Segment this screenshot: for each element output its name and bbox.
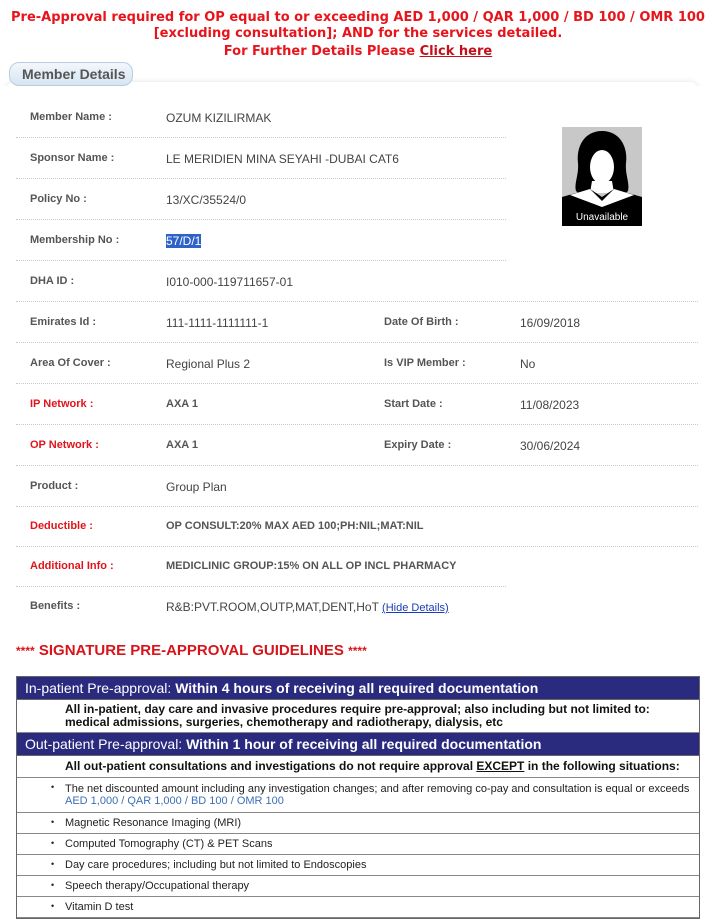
row-benefits — [16, 586, 506, 626]
row-policy — [16, 179, 506, 220]
guideline-item: • Day care procedures; including but not limited to Endoscopies — [17, 855, 699, 876]
start-date-label: Start Date : — [384, 398, 443, 410]
area-label: Area Of Cover : — [30, 357, 111, 369]
emirates-label: Emirates Id : — [30, 316, 97, 328]
op-network-value: AXA 1 — [166, 439, 198, 451]
op-network-label: OP Network : — [30, 439, 99, 451]
sponsor-value: LE MERIDIEN MINA SEYAHI -DUBAI CAT6 — [166, 152, 399, 166]
start-date-value: 11/08/2023 — [520, 398, 580, 412]
member-photo-placeholder — [562, 127, 642, 226]
guideline-item-1-amount: AED 1,000 / QAR 1,000 / BD 100 / OMR 100 — [65, 795, 284, 807]
area-value: Regional Plus 2 — [166, 357, 251, 371]
dob-label: Date Of Birth : — [384, 316, 459, 328]
ip-network-value: AXA 1 — [166, 398, 198, 410]
tab-member-details[interactable]: Member Details — [9, 62, 133, 86]
ip-network-label: IP Network : — [30, 398, 94, 410]
inpatient-header — [17, 677, 699, 700]
row-ip-start — [16, 384, 698, 425]
row-member-name — [16, 97, 506, 138]
guidelines-title-text: SIGNATURE PRE-APPROVAL GUIDELINES — [34, 642, 349, 659]
click-here-link[interactable]: Click here — [419, 44, 493, 59]
additional-info-value: MEDICLINIC GROUP:15% ON ALL OP INCL PHARMACY — [166, 560, 457, 572]
dha-value: I010-000-119711657-01 — [166, 275, 293, 289]
member-name-value: OZUM KIZILIRMAK — [166, 111, 272, 125]
membership-value[interactable]: 57/D/1 — [166, 234, 202, 248]
deductible-value: OP CONSULT:20% MAX AED 100;PH:NIL;MAT:NIL — [166, 520, 424, 532]
dob-value: 16/09/2018 — [520, 316, 581, 330]
outpatient-header-bold: Within 1 hour of receiving all required documentation — [186, 736, 542, 752]
hide-details-link[interactable]: (Hide Details) — [382, 602, 449, 614]
photo-unavailable-label: Unavailable — [575, 212, 629, 223]
inpatient-body: All in-patient, day care and invasive procedures require pre-approval; also including but not limited to: medical admissions, surgeries, chemotherapy and radiotherapy, dialysis, etc — [17, 700, 699, 733]
emirates-value: 111-1111-1111111-1 — [166, 316, 269, 330]
guideline-item: • Computed Tomography (CT) & PET Scans — [17, 834, 699, 855]
guidelines-title — [16, 642, 367, 659]
guideline-item: • Magnetic Resonance Imaging (MRI) — [17, 813, 699, 834]
row-emirates-dob — [16, 302, 698, 343]
policy-value: 13/XC/35524/0 — [166, 193, 247, 207]
guideline-item: • Vitamin D test — [17, 897, 699, 918]
inpatient-header-prefix: In-patient Pre-approval: — [25, 680, 176, 696]
benefits-value: R&B:PVT.ROOM,OUTP,MAT,DENT,HoT — [166, 600, 383, 614]
row-membership — [16, 220, 506, 261]
row-dha — [16, 261, 698, 302]
row-area-vip — [16, 343, 698, 384]
expiry-date-label: Expiry Date : — [384, 439, 452, 451]
outpatient-body — [17, 756, 699, 778]
outpatient-body-prefix: All out-patient consultations and investigations do not require approval — [65, 759, 477, 773]
policy-label: Policy No : — [30, 193, 87, 205]
row-deductible — [16, 506, 698, 547]
dha-label: DHA ID : — [30, 275, 75, 287]
benefits-label: Benefits : — [30, 600, 81, 612]
vip-value: No — [520, 357, 536, 371]
notice-line-2: [excluding consultation]; AND for the services detailed. — [153, 26, 563, 41]
vip-label: Is VIP Member : — [384, 357, 466, 369]
row-product — [16, 466, 698, 507]
notice-line-1: Pre-Approval required for OP equal to or exceeding AED 1,000 / QAR 1,000 / BD 100 / OMR 100 — [11, 10, 705, 25]
guidelines-table — [16, 676, 700, 919]
stars-right: **** — [348, 644, 367, 658]
expiry-date-value: 30/06/2024 — [520, 439, 581, 453]
notice-line-3: For Further Details Please — [223, 44, 420, 59]
row-sponsor — [16, 138, 506, 179]
guideline-item-1: The net discounted amount including any investigation changes; and after removing co-pay and consultation is equal or exceeds — [65, 783, 690, 795]
deductible-label: Deductible : — [30, 520, 93, 532]
outpatient-header — [17, 733, 699, 756]
outpatient-body-except: EXCEPT — [476, 759, 525, 773]
outpatient-header-prefix: Out-patient Pre-approval: — [25, 736, 187, 752]
guideline-item — [17, 778, 699, 813]
outpatient-body-suffix: in the following situations: — [524, 759, 680, 773]
stars-left: **** — [16, 644, 35, 658]
product-value: Group Plan — [166, 480, 227, 494]
member-name-label: Member Name : — [30, 111, 112, 123]
sponsor-label: Sponsor Name : — [30, 152, 115, 164]
product-label: Product : — [30, 480, 79, 492]
row-op-expiry — [16, 425, 698, 466]
membership-label: Membership No : — [30, 234, 120, 246]
guideline-item: • Speech therapy/Occupational therapy — [17, 876, 699, 897]
inpatient-header-bold: Within 4 hours of receiving all required documentation — [175, 680, 539, 696]
additional-info-label: Additional Info : — [30, 560, 114, 572]
row-additional-info — [16, 546, 506, 587]
preapproval-notice — [0, 0, 716, 60]
